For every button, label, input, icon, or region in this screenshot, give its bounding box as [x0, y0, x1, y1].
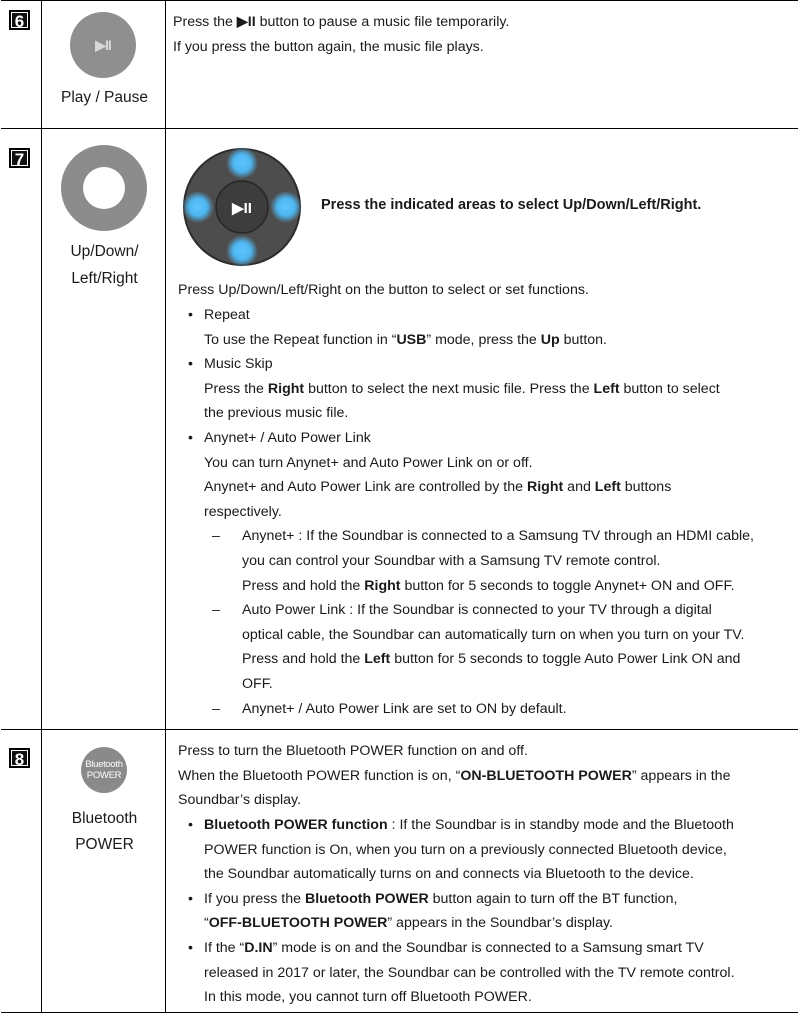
bullet-d-in: • If the “D.IN” mode is on and the Soundbar is connected to a Samsung smart TV	[186, 936, 790, 961]
bluetooth-description: Press to turn the Bluetooth POWER function on and off. When the Bluetooth POWER function is on, “ON-BLUETOOTH POWER” appears in the Soundbar’s display.	[178, 743, 731, 809]
direction-intro: Press Up/Down/Left/Right on the button to select or set functions.	[178, 282, 589, 298]
bullet-bt-function: • Bluetooth POWER function : If the Soundbar is in standby mode and the Bluetooth	[186, 813, 790, 838]
bold-term: OFF-BLUETOOTH POWER	[208, 915, 388, 932]
bluetooth-power-button-icon: Bluetooth POWER	[81, 747, 127, 793]
bluetooth-label-line-2: POWER	[75, 836, 134, 853]
bold-term: Left	[364, 651, 391, 668]
bold-term: Left	[593, 380, 620, 397]
direction-ring-icon	[61, 145, 147, 231]
sub-item-default: – Anynet+ / Auto Power Link are set to ON by default.	[212, 700, 567, 717]
bold-term: Bluetooth POWER	[304, 890, 429, 907]
row-number-badge: 7	[9, 148, 30, 168]
play-pause-label: Play / Pause	[60, 89, 149, 106]
bullet-repeat-title: • Repeat	[186, 303, 790, 328]
remote-direction-pad-icon	[176, 143, 306, 273]
sub-item-anynet: – Anynet+ : If the Soundbar is connected to a Samsung TV through an HDMI cable,	[212, 528, 754, 545]
row-direction	[1, 128, 798, 730]
svg-text:▶II: ▶II	[232, 200, 252, 217]
direction-bullets: • Repeat To use the Repeat function in “USB” mode, press the Up button. • Music Skip Press the Right button to select the next music file. Press the Left button to select the previous music file. • Anynet+ / Auto Power Link You can turn Anynet+ and Auto Power Link on or off. Anynet+ and Auto Power Link are controlled by the Right and Left buttons respectively. – Anynet+ : If the Soundbar is connected to a Samsung TV through an HDMI cable, you can control your Soundbar with a Samsung TV remote control. Press and hold the Right button for 5 seconds to toggle Anynet+ ON and OFF. – Auto Power Link : If the Soundbar is connected to your TV through a digital optical cable, the Soundbar can automatically turn on when you turn on your TV. Press and hold the Left button for 5 seconds to toggle Auto Power Link ON and OFF. – Anynet+ / Auto Power Link are set to ON by default.	[186, 303, 790, 721]
bold-term: ON-BLUETOOTH POWER	[460, 767, 632, 784]
bold-term: Right	[364, 577, 401, 594]
row-bluetooth-power	[1, 729, 798, 1013]
bullet-anynet-title: • Anynet+ / Auto Power Link	[186, 426, 790, 451]
play-pause-description: Press the ▶II button to pause a music file temporarily. If you press the button again, the music file plays.	[173, 14, 510, 55]
bold-term: USB	[396, 331, 427, 348]
bold-term: D.IN	[244, 939, 273, 956]
bold-term: ▶II	[236, 14, 256, 30]
row-number-badge: 8	[9, 748, 30, 768]
direction-label-line-2: Left/Right	[71, 270, 138, 287]
bluetooth-label-line-1: Bluetooth	[71, 810, 138, 827]
play-pause-glyph: ▶II	[95, 37, 111, 53]
bold-term: Right	[267, 380, 305, 397]
remote-caption: Press the indicated areas to select Up/Down/Left/Right.	[321, 197, 702, 213]
bullet-skip-text: Press the Right button to select the next music file. Press the Left button to select	[204, 380, 720, 397]
bold-term: Bluetooth POWER function	[204, 817, 388, 833]
sub-item-auto-power-link: – Auto Power Link : If the Soundbar is connected to your TV through a digital	[212, 602, 712, 619]
bullet-anynet-text: You can turn Anynet+ and Auto Power Link on or off.	[204, 454, 533, 471]
bullet-repeat-text: To use the Repeat function in “USB” mode, press the Up button.	[204, 331, 608, 348]
row-play-pause	[1, 0, 798, 129]
bullet-skip-title: • Music Skip	[186, 352, 790, 377]
bluetooth-bullets: • Bluetooth POWER function : If the Soundbar is in standby mode and the Bluetooth POWER function is On, when you turn on a previously connected Bluetooth device, the Soundbar automatically turns on and connects via Bluetooth to the device. • If you press the Bluetooth POWER button again to turn off the BT function, “OFF-BLUETOOTH POWER” appears in the Soundbar’s display. • If the “D.IN” mode is on and the Soundbar is connected to a Samsung smart TV released in 2017 or later, the Soundbar can be controlled with the TV remote control. In this mode, you cannot turn off Bluetooth POWER.	[186, 813, 790, 1010]
bold-term: Right	[526, 479, 564, 496]
bold-term: Left	[594, 479, 621, 496]
bullet-bt-off: • If you press the Bluetooth POWER button again to turn off the BT function,	[186, 887, 790, 912]
row-number-badge: 6	[9, 10, 30, 30]
bold-term: Up	[540, 331, 560, 348]
play-pause-button-icon	[70, 12, 136, 78]
direction-label-line-1: Up/Down/	[70, 243, 139, 260]
